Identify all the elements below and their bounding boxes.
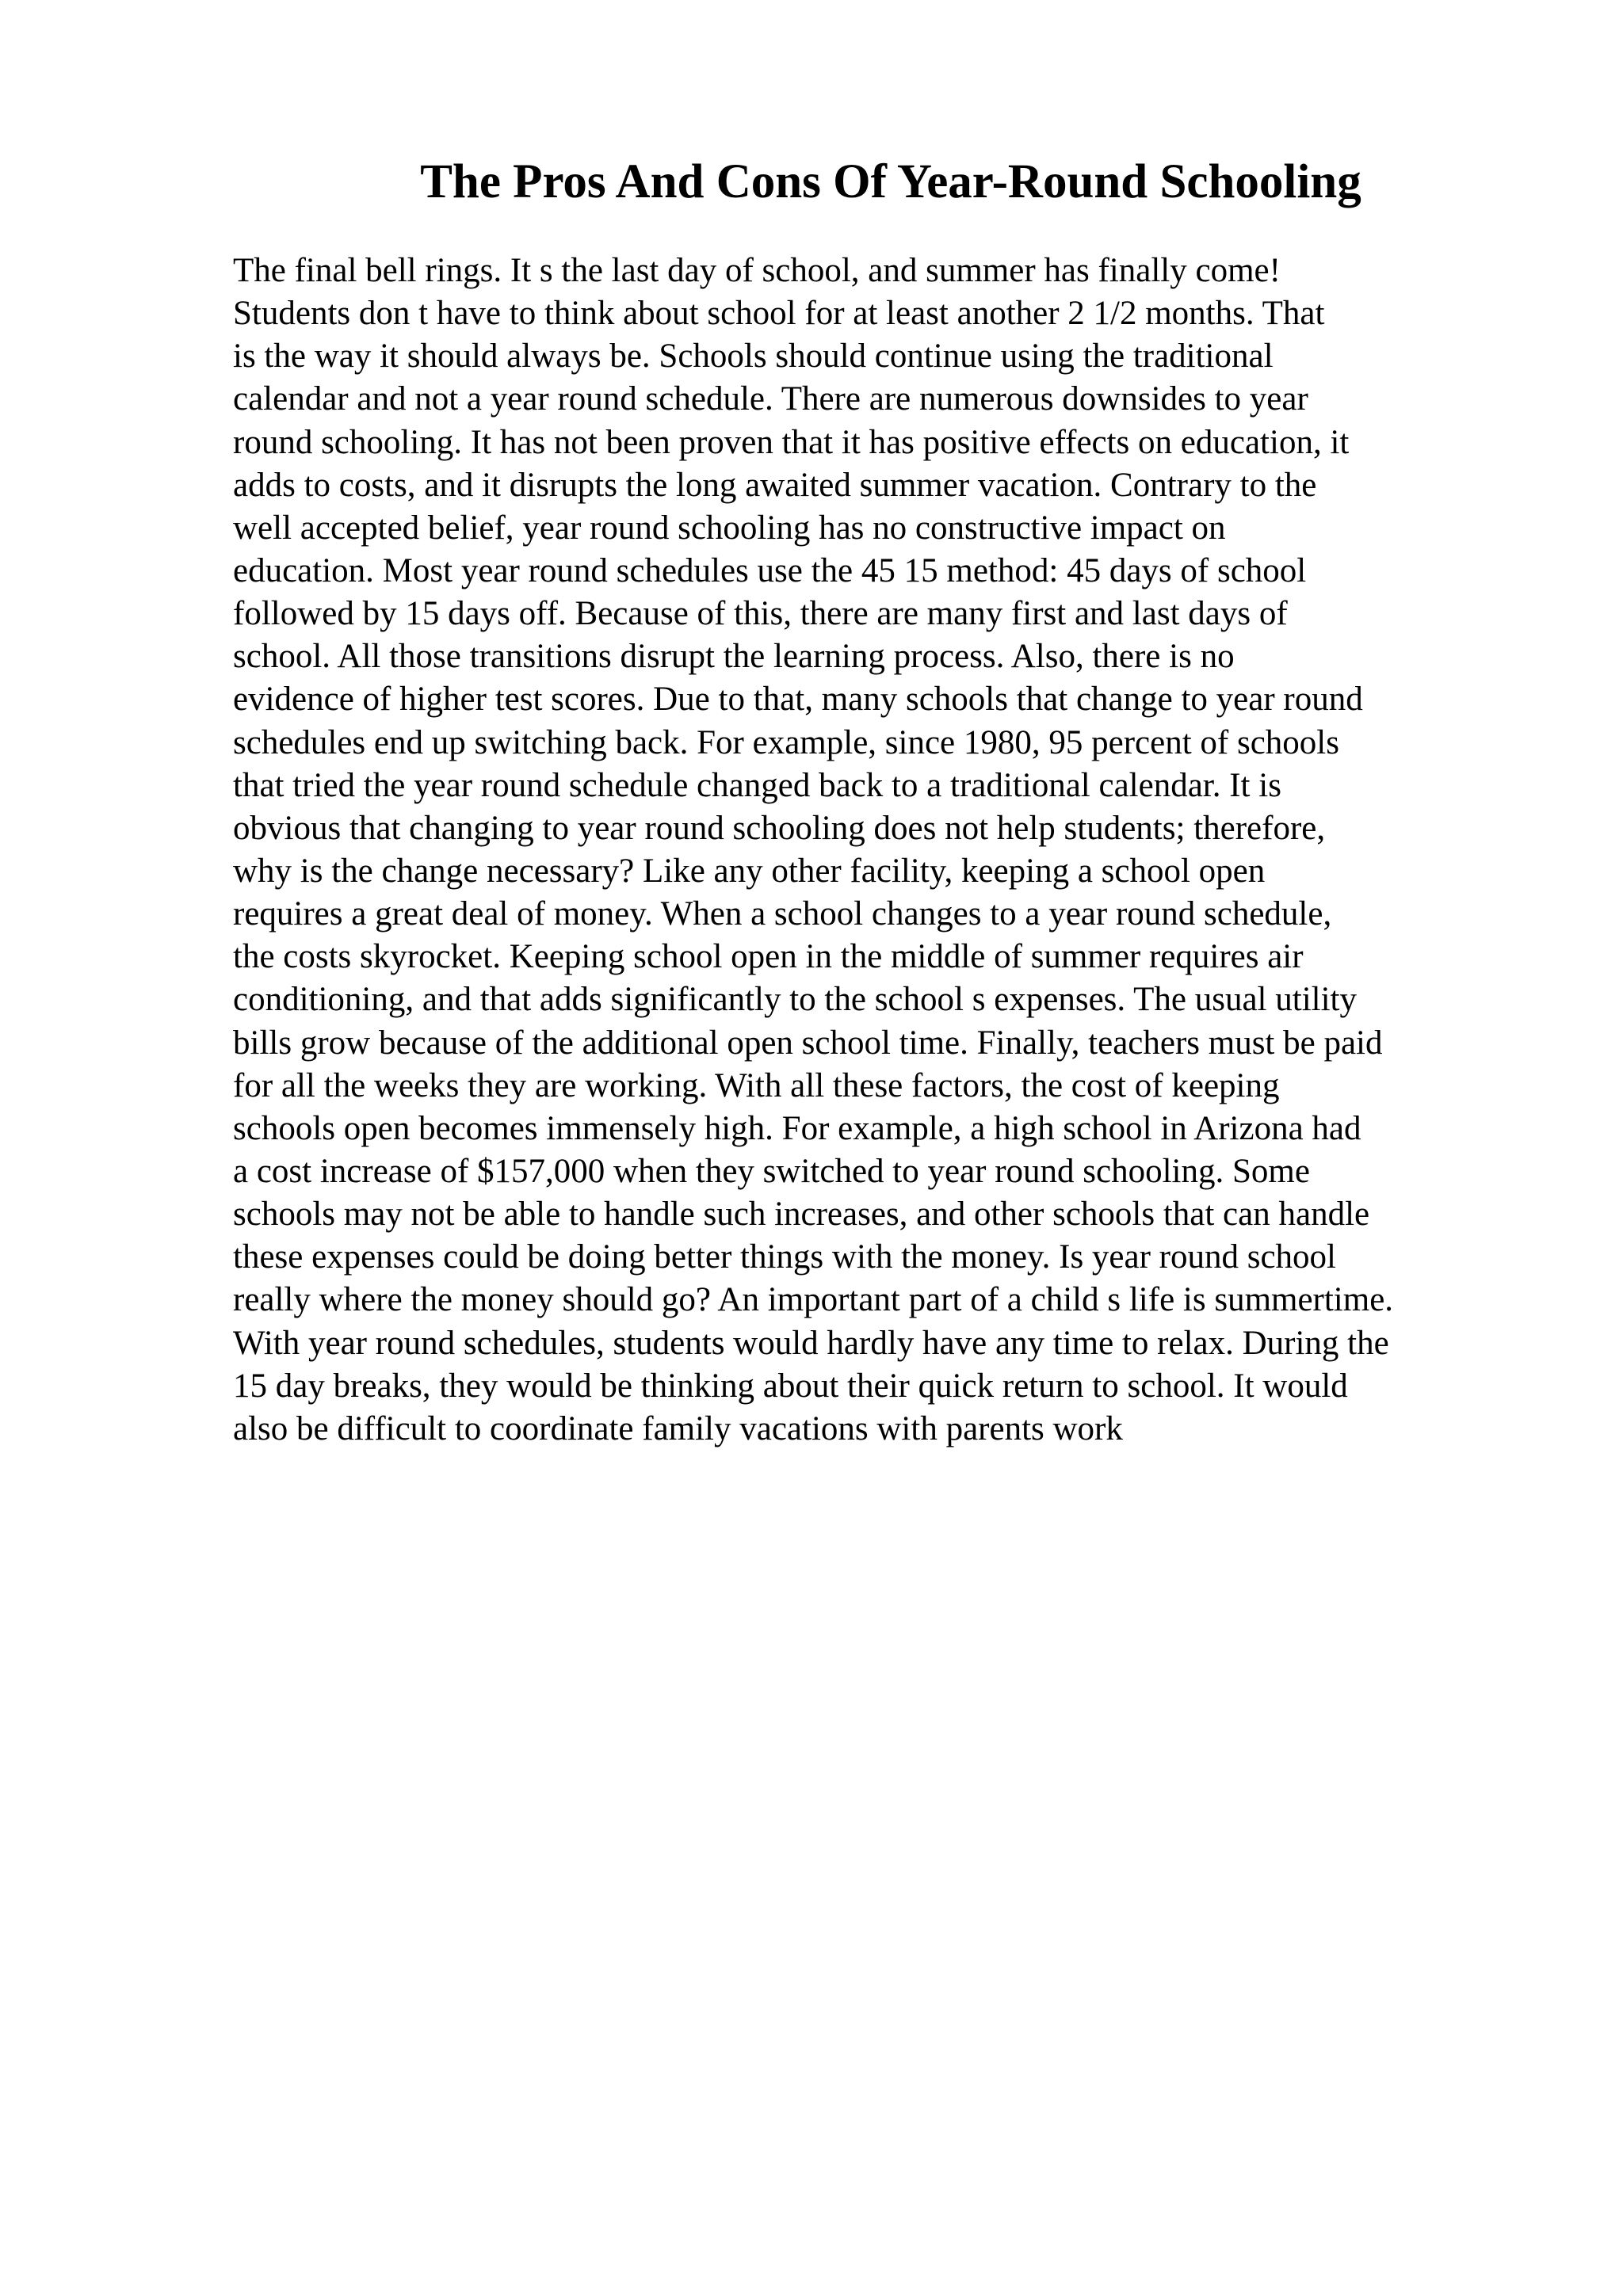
body-text-line: schools may not be able to handle such increases, and other schools that can handle (233, 1196, 1370, 1234)
body-text-line: education. Most year round schedules use the 45 15 method: 45 days of school (233, 551, 1307, 589)
body-text-line: conditioning, and that adds significantly to the school s expenses. The usual utility (233, 981, 1357, 1019)
document-body (233, 250, 1596, 1451)
document-title: The Pros And Cons Of Year-Round Schooling (420, 155, 1361, 208)
body-text-line: that tried the year round schedule changed back to a traditional calendar. It is (233, 766, 1281, 804)
body-text-line: school. All those transitions disrupt the learning process. Also, there is no (233, 638, 1235, 676)
body-text-line: also be difficult to coordinate family vacations with parents work (233, 1409, 1123, 1447)
body-text-line: round schooling. It has not been proven that it has positive effects on education, it (233, 423, 1350, 461)
body-text-line: requires a great deal of money. When a school changes to a year round schedule, (233, 895, 1332, 933)
body-text-line: these expenses could be doing better things with the money. Is year round school (233, 1238, 1336, 1276)
body-text-line: a cost increase of $157,000 when they switched to year round schooling. Some (233, 1152, 1310, 1190)
body-text-line: bills grow because of the additional open school time. Finally, teachers must be paid (233, 1024, 1383, 1062)
body-text-line: adds to costs, and it disrupts the long awaited summer vacation. Contrary to the (233, 466, 1317, 504)
body-text-line: obvious that changing to year round schooling does not help students; therefore, (233, 809, 1326, 847)
body-text-line: evidence of higher test scores. Due to that, many schools that change to year round (233, 681, 1363, 719)
body-text-line: the costs skyrocket. Keeping school open in the middle of summer requires air (233, 938, 1304, 976)
body-text-line: 15 day breaks, they would be thinking about their quick return to school. It would (233, 1367, 1348, 1405)
body-text-line: is the way it should always be. Schools should continue using the traditional (233, 338, 1274, 376)
body-text-line: followed by 15 days off. Because of this, there are many first and last days of (233, 595, 1288, 633)
body-text-line: well accepted belief, year round schooling has no constructive impact on (233, 509, 1226, 547)
body-text-line: really where the money should go? An important part of a child s life is summertime. (233, 1281, 1394, 1319)
body-text-line: for all the weeks they are working. With all these factors, the cost of keeping (233, 1066, 1280, 1104)
body-text-line: schedules end up switching back. For example, since 1980, 95 percent of schools (233, 723, 1339, 761)
body-text-line: schools open becomes immensely high. For example, a high school in Arizona had (233, 1109, 1361, 1147)
body-text-line: calendar and not a year round schedule. There are numerous downsides to year (233, 380, 1308, 418)
body-text-line: why is the change necessary? Like any other facility, keeping a school open (233, 852, 1266, 890)
body-text-line: The final bell rings. It s the last day of school, and summer has finally come! (233, 252, 1281, 289)
body-text-line: Students don t have to think about school for at least another 2 1/2 months. That (233, 295, 1325, 333)
body-text-line: With year round schedules, students would hardly have any time to relax. During the (233, 1324, 1389, 1362)
